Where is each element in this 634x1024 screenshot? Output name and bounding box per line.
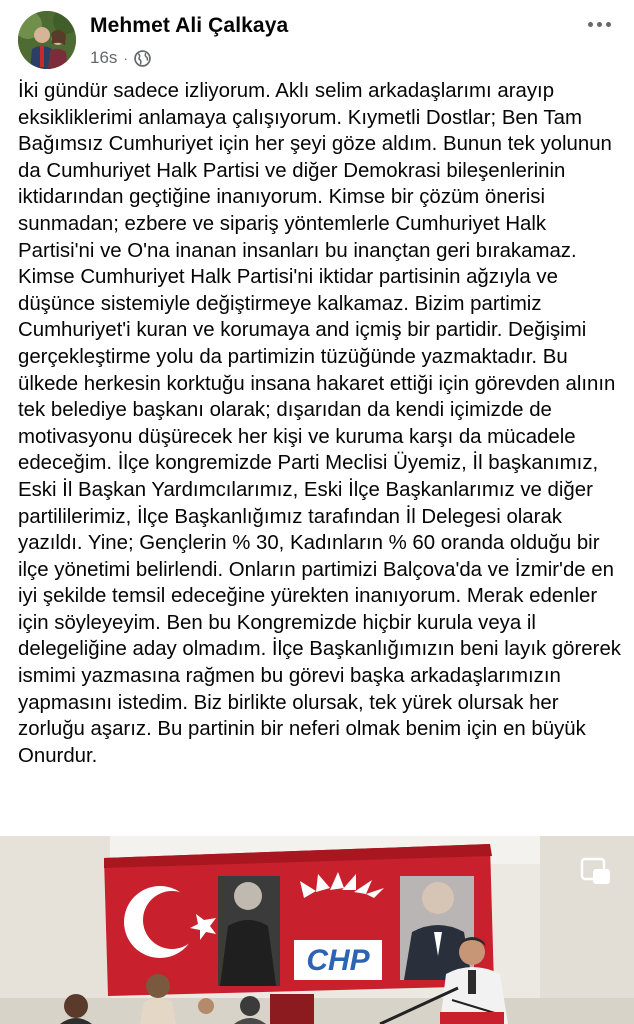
post-photo[interactable] bbox=[0, 836, 634, 1024]
chp-logo-text: CHP bbox=[306, 944, 370, 977]
meta-separator: · bbox=[123, 50, 129, 66]
post-meta bbox=[90, 47, 151, 69]
post-header bbox=[0, 0, 634, 70]
conference-photo bbox=[0, 836, 634, 1024]
post-body-text: İki gündür sadece izliyorum. Aklı selim arkadaşlarımı arayıp eksikliklerimi anlamaya çalışıyorum. Kıymetli Dostlar; Ben Tam Bağımsız Cumhuriyet için her şeyi göze aldım. Bunun tek yolunun da Cumhuriyet Halk Partisi ve diğer Demokrasi bileşenlerinin iktidarından geçtiğine inanıyorum. Kimse bir çözüm önerisi sunmadan; ezbere ve sipariş yöntemlerle Cumhuriyet Halk Partisi'ni ve O'na inanan insanları bu inançtan geri bırakamaz. Kimse Cumhuriyet Halk Partisi'ni iktidar partisinin ağzıyla ve düşünce sistemiyle değiştirmeye kalkamaz. Bizim partimiz Cumhuriyet'i kuran ve korumaya and içmiş bir partidir. Değişimi gerçekleştirme yolu da partimizin tüzüğünde yazmaktadır. Bu ülkede herkesin korktuğu insana hakaret ettiği için görevden alının tek belediye başkanı olarak; dışarıdan da kendi içimizde de motivasyonu düşürecek her kişi ve kuruma karşı da mücadele edeceğim. İlçe kongremizde Parti Meclisi Üyemiz, İl başkanımız, Eski İl Başkan Yardımcılarımız, Eski İlçe Başkanlarımız ve diğer partililerimiz, İlçe Başkanlığımız tarafından İl Delegesi olarak yazıldı. Yine; Gençlerin % 30, Kadınların % 60 oranda olduğu bir ilçe yönetimi belirlendi. Onların partimizi Balçova'da ve İzmir'de en iyi şekilde temsil edeceğine yürekten inanıyorum. Merak edenler için söyleyeyim. Ben bu Kongremizde hiçbir kurula veya il delegeliğine aday olmadım. İlçe Başkanlığımızın beni layık görerek ismimi yazmasına rağmen bu görevi başka arkadaşlarımızın yapmasını istedim. Biz birlikte olursak, tek yürek olursak her zorluğu aşarız. Bu partinin bir neferi olmak benim için en büyük Onurdur. bbox=[18, 80, 621, 767]
more-options-icon[interactable] bbox=[582, 10, 616, 38]
globe-icon[interactable] bbox=[134, 50, 151, 67]
expand-photo-icon[interactable] bbox=[580, 856, 612, 888]
author-avatar[interactable] bbox=[18, 11, 76, 69]
author-name[interactable]: Mehmet Ali Çalkaya bbox=[90, 14, 289, 37]
post-timestamp[interactable]: 16s bbox=[90, 48, 118, 67]
